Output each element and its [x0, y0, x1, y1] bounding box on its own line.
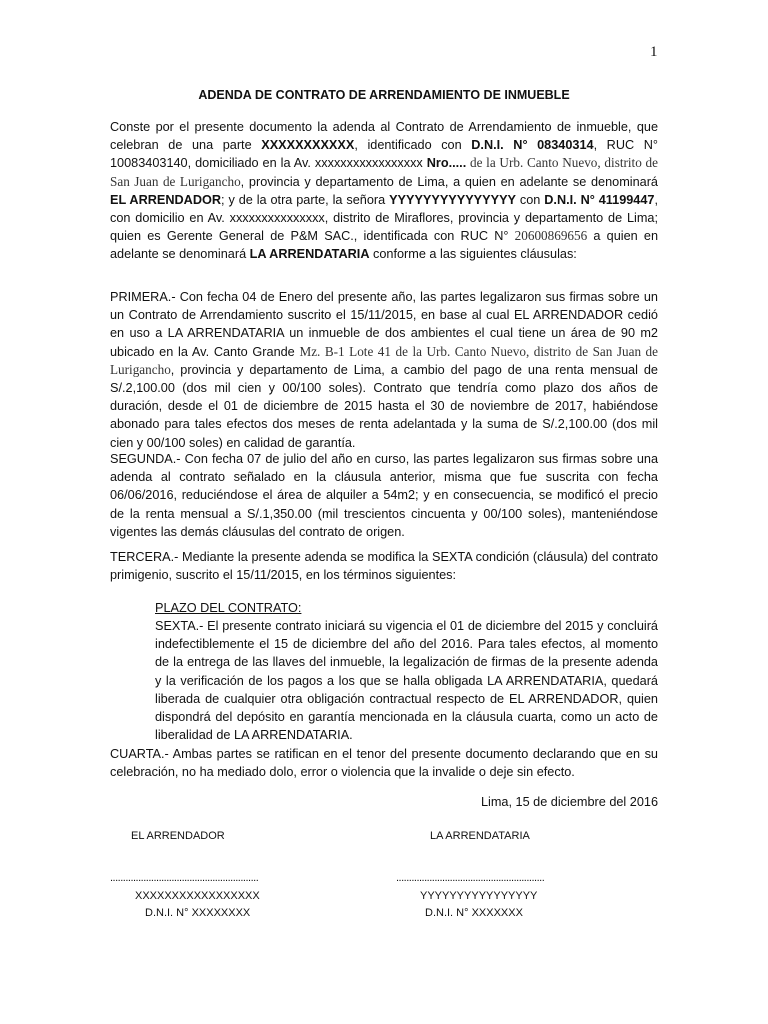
signatory-name-right: YYYYYYYYYYYYYYYY: [420, 890, 538, 902]
plazo-heading: PLAZO DEL CONTRATO:: [155, 601, 302, 615]
signature-label-arrendataria: LA ARRENDATARIA: [430, 830, 530, 842]
clause-cuarta: CUARTA.- Ambas partes se ratifican en el tenor del presente documento declarando que en su celebración, no ha mediado dolo, error o violencia que la invalide o deje sin efecto.: [110, 747, 658, 780]
signature-line-left: ..........................................................: [110, 872, 259, 884]
page-number: 1: [650, 44, 658, 60]
date-line: Lima, 15 de diciembre del 2016: [480, 795, 658, 809]
signatory-name-left: XXXXXXXXXXXXXXXXX: [135, 890, 260, 902]
document-title: ADENDA DE CONTRATO DE ARRENDAMIENTO DE INMUEBLE: [198, 88, 570, 102]
signatory-dni-right: D.N.I. N° XXXXXXX: [425, 907, 523, 919]
clause-tercera: TERCERA.- Mediante la presente adenda se modifica la SEXTA condición (cláusula) del contrato primigenio, suscrito el 15/11/2015, en los términos siguientes:: [110, 550, 658, 583]
signatory-dni-left: D.N.I. N° XXXXXXXX: [145, 907, 251, 919]
intro-paragraph: Conste por el presente documento la adenda al Contrato de Arrendamiento de inmueble, que celebran de una parte XXXXXXXXXXX, identificado con D.N.I. N° 08340314, RUC N° 10083403140, domiciliado en la Av. xxxxxxxxxxxxxxxxx Nro..... de la Urb. Canto Nuevo, distrito de San Juan de Lurigancho, provincia y departamento de Lima, a quien en adelante se denominará EL ARRENDADOR; y de la otra parte, la señora YYYYYYYYYYYYYYY con D.N.I. N° 41199447, con domicilio en Av. xxxxxxxxxxxxxxx, distrito de Miraflores, provincia y departamento de Lima; quien es Gerente General de P&M SAC., identificada con RUC N° 20600869656 a quien en adelante se denominará LA ARRENDATARIA conforme a las siguientes cláusulas:: [110, 120, 659, 262]
clause-segunda: SEGUNDA.- Con fecha 07 de julio del año en curso, las partes legalizaron sus firmas sobre una adenda al contrato señalado en la cláusula anterior, misma que fue suscrita con fecha 06/06/2016, reduciéndose el área de alquiler a 54m2; y en consecuencia, se modificó el precio de la renta mensual a S/.1,350.00 (mil trescientos cincuenta y 00/100 soles), manteniéndose vigentes las demás cláusulas del contrato de origen.: [110, 452, 658, 539]
clause-sexta: SEXTA.- El presente contrato iniciará su vigencia el 01 de diciembre del 2015 y concluirá indefectiblemente el 15 de diciembre del año del 2016. Para tales efectos, al momento de la entrega de las llaves del inmueble, la legalización de firmas de la presente adenda y la verificación de los pagos a los que se halla obligada LA ARRENDATARIA, quedará liberada de cualquier otra obligación contractual respecto de EL ARRENDADOR, quien dispondrá del depósito en garantía mencionada en la cláusula cuarta, como un acto de liberalidad de LA ARRENDATARIA.: [155, 619, 658, 743]
clause-primera: PRIMERA.- Con fecha 04 de Enero del presente año, las partes legalizaron sus firmas sobre un un Contrato de Arrendamiento suscrito el 15/11/2015, en base al cual EL ARRENDADOR cedió en uso a LA ARRENDATARIA un inmueble de dos ambientes el cual tiene un área de 90 m2 ubicado en la Av. Canto Grande Mz. B-1 Lote 41 de la Urb. Canto Nuevo, distrito de San Juan de Lurigancho, provincia y departamento de Lima, a cambio del pago de una renta mensual de S/.2,100.00 (dos mil cien y 00/100 soles). Contrato que tendría como plazo dos años de duración, desde el 01 de diciembre de 2015 hasta el 30 de noviembre de 2017, habiéndose abonado para tales efectos dos meses de renta adelantada y la suma de S/.2,100.00 (dos mil cien y 00/100 soles) en calidad de garantía.: [110, 290, 658, 450]
signature-line-right: ..........................................................: [396, 872, 545, 884]
signature-label-arrendador: EL ARRENDADOR: [131, 830, 225, 842]
